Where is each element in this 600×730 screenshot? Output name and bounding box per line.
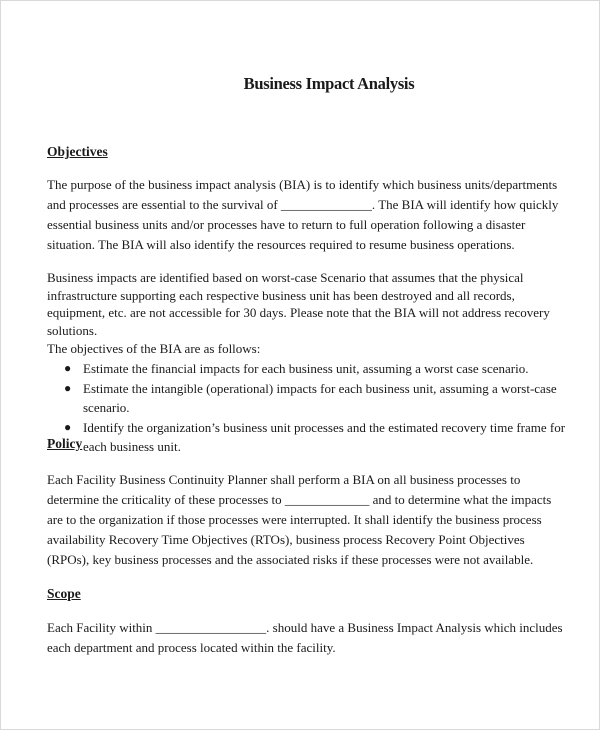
policy-paragraph: Each Facility Business Continuity Planner shall perform a BIA on all business processes to determine the criticality of these processes to _____________ and to determine what the impacts are to the organization if those processes were interrupted. It shall identify the business process availability Recovery Time Objectives (RTOs), business process Recovery Point Objectives (RPOs), key business processes and the associated risks if these processes were not available. [47, 472, 552, 567]
policy-heading: Policy [47, 436, 83, 451]
list-item [47, 379, 567, 417]
objectives-heading: Objectives [47, 144, 108, 159]
list-item-text: Estimate the financial impacts for each business unit, assuming a worst case scenario. [83, 361, 529, 376]
document-title: Business Impact Analysis [243, 74, 415, 93]
list-item [47, 359, 567, 378]
bullet-icon: ● [64, 381, 72, 395]
bullet-icon: ● [64, 420, 72, 434]
scope-paragraph: Each Facility within _________________. should have a Business Impact Analysis which includes each department and process located within the facility. [47, 620, 563, 655]
objectives-paragraph-1: The purpose of the business impact analysis (BIA) is to identify which business units/departments and processes are essential to the survival of ______________. The BIA will identify how quickly essential business units and/or processes have to return to full operation following a disaster situation. The BIA will also identify the resources required to resume business operations. [47, 177, 559, 252]
list-item [47, 418, 567, 456]
bullet-icon: ● [64, 361, 72, 375]
scope-heading: Scope [47, 586, 81, 601]
objectives-list-intro: The objectives of the BIA are as follows: [47, 341, 261, 356]
list-item-text: Estimate the intangible (operational) impacts for each business unit, assuming a worst-case scenario. [83, 381, 557, 415]
objectives-list [47, 359, 567, 457]
list-item-text: Identify the organization’s business unit processes and the estimated recovery time frame for each business unit. [83, 420, 566, 454]
objectives-paragraph-2: Business impacts are identified based on worst-case Scenario that assumes that the physical infrastructure supporting each respective business unit has been destroyed and all records, equipment, etc. are not accessible for 30 days. Please note that the BIA will not address recovery solutions. [47, 270, 550, 338]
